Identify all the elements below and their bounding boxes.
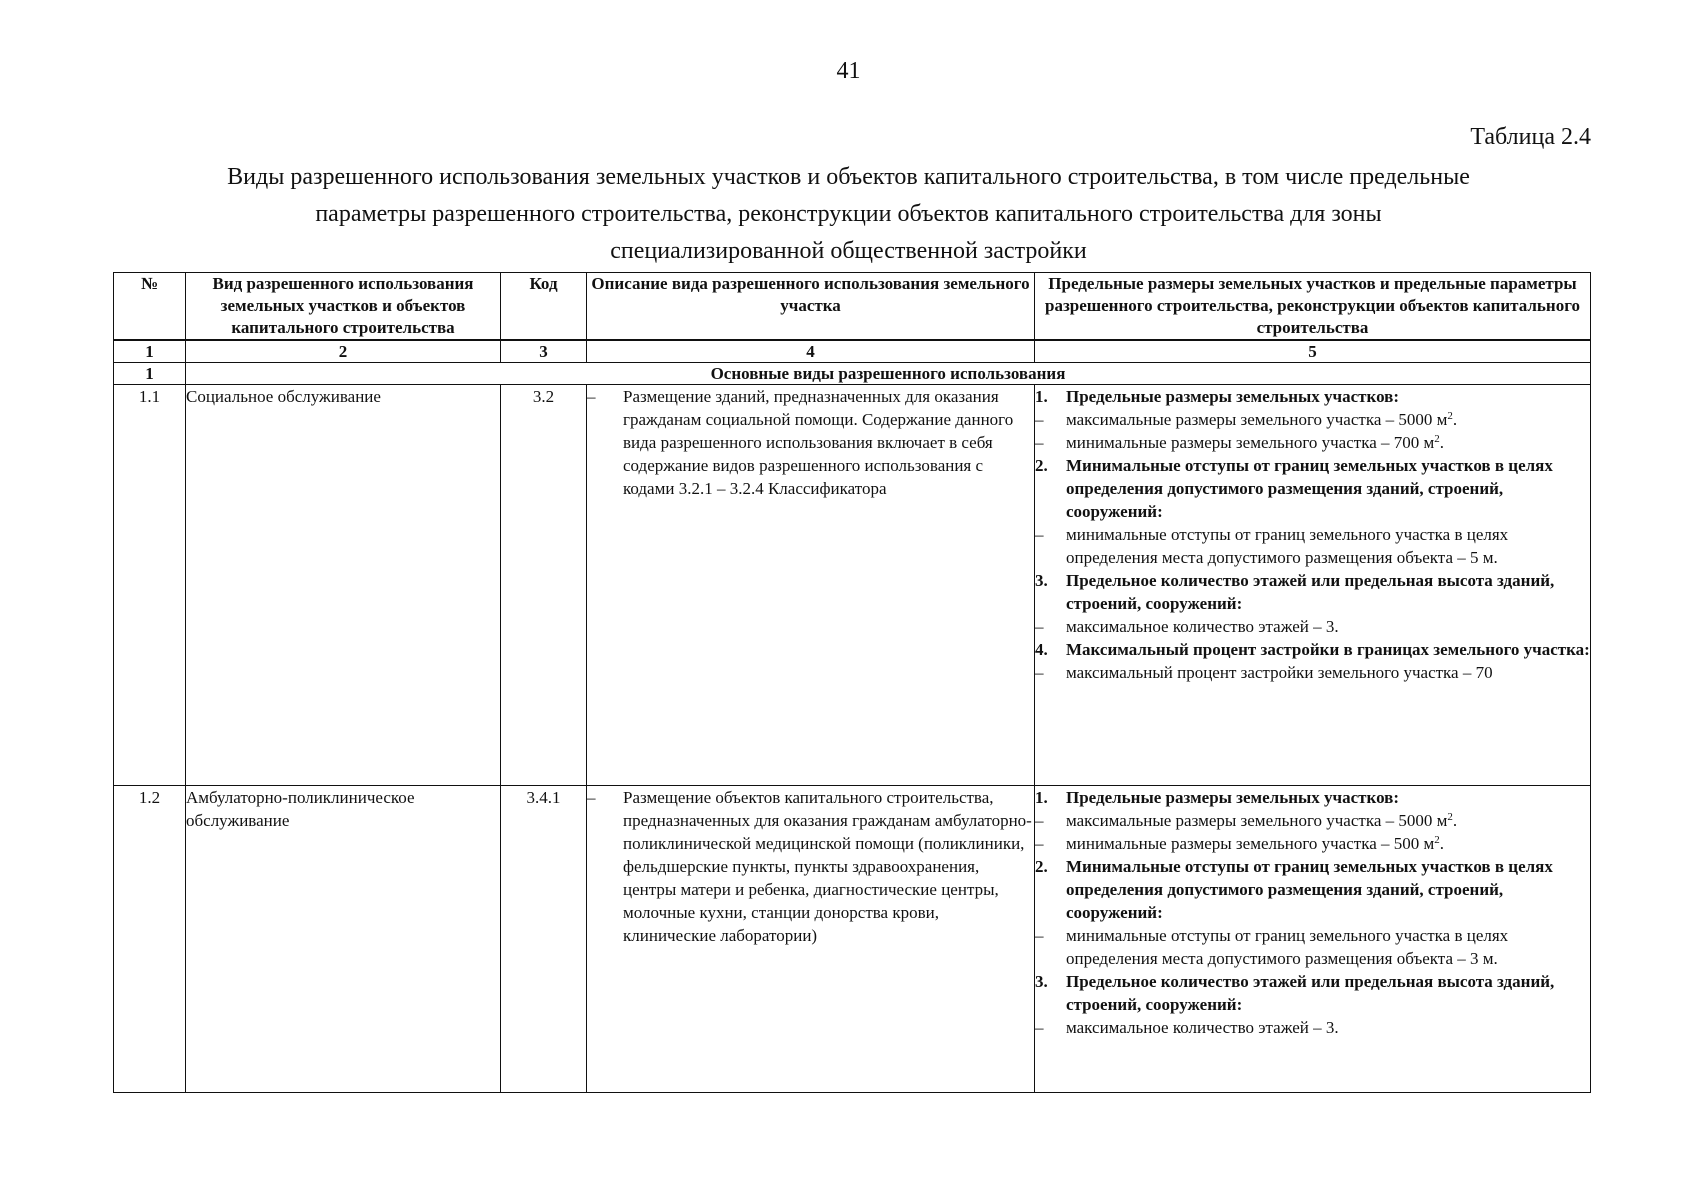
- dash-marker: –: [587, 387, 596, 406]
- param-item: [1035, 924, 1590, 970]
- param-mark: –: [1035, 525, 1044, 544]
- param-text: максимальные размеры земельного участка – 5000 м: [1066, 811, 1448, 830]
- use-type-code: 3.4.1: [501, 786, 587, 1093]
- table-row: [114, 786, 1591, 1093]
- column-number: 4: [587, 340, 1035, 363]
- param-tail: .: [1439, 433, 1445, 452]
- column-number-row: [114, 340, 1591, 363]
- param-mark: 4.: [1035, 640, 1048, 659]
- page-number: 41: [836, 58, 861, 84]
- title-line: специализированной общественной застройки: [610, 238, 1087, 264]
- param-mark: –: [1035, 617, 1044, 636]
- param-mark: –: [1035, 410, 1044, 429]
- use-type-description: [587, 385, 1035, 786]
- column-number: 1: [114, 340, 186, 363]
- param-text: минимальные отступы от границ земельного участка в целях определения места допустимого размещения объекта – 3 м.: [1066, 926, 1509, 968]
- permitted-use-table: [113, 272, 1591, 1093]
- param-item: [1035, 431, 1590, 454]
- param-heading: [1035, 786, 1590, 809]
- param-item: [1035, 615, 1590, 638]
- use-type-name: Амбулаторно-поликлиническое обслуживание: [186, 786, 501, 1093]
- param-superscript: 2: [1434, 834, 1440, 846]
- param-mark: 3.: [1035, 972, 1048, 991]
- param-item: [1035, 832, 1590, 855]
- param-mark: –: [1035, 433, 1044, 452]
- row-number: 1.2: [114, 786, 186, 1093]
- header-use-type: Вид разрешенного использования земельных участков и объектов капитального строительства: [186, 273, 501, 341]
- param-item: [1035, 1016, 1590, 1039]
- param-item: [1035, 408, 1590, 431]
- param-text: Предельные размеры земельных участков:: [1066, 788, 1400, 807]
- section-label: Основные виды разрешенного использования: [186, 363, 1591, 385]
- param-item: [1035, 661, 1590, 684]
- title-line: параметры разрешенного строительства, реконструкции объектов капитального строительства для зоны: [315, 201, 1382, 227]
- description-text: Размещение зданий, предназначенных для оказания гражданам социальной помощи. Содержание данного вида разрешенного использования включает в себя содержание видов разрешенного использования с кодами 3.2.1 – 3.2.4 Классификатора: [623, 387, 1014, 498]
- param-tail: .: [1452, 811, 1458, 830]
- title-line: Виды разрешенного использования земельных участков и объектов капитального строительства, в том числе предельные: [227, 164, 1470, 190]
- param-text: Максимальный процент застройки в границах земельного участка:: [1066, 640, 1590, 659]
- param-heading: [1035, 569, 1590, 615]
- header-code: Код: [501, 273, 587, 341]
- param-mark: –: [1035, 1018, 1044, 1037]
- header-description: Описание вида разрешенного использования земельного участка: [587, 273, 1035, 341]
- table-label: Таблица 2.4: [1470, 124, 1591, 150]
- param-text: минимальные размеры земельного участка – 700 м: [1066, 433, 1435, 452]
- param-text: максимальное количество этажей – 3.: [1066, 1018, 1339, 1037]
- param-text: максимальные размеры земельного участка – 5000 м: [1066, 410, 1448, 429]
- param-text: Минимальные отступы от границ земельных участков в целях определения допустимого размещения зданий, строений, сооружений:: [1066, 857, 1553, 922]
- param-heading: [1035, 638, 1590, 661]
- param-mark: 1.: [1035, 788, 1048, 807]
- column-number: 5: [1035, 340, 1591, 363]
- param-text: Предельное количество этажей или предельная высота зданий, строений, сооружений:: [1066, 972, 1555, 1014]
- param-text: Предельные размеры земельных участков:: [1066, 387, 1400, 406]
- param-item: [1035, 809, 1590, 832]
- param-superscript: 2: [1447, 811, 1453, 823]
- use-type-name: Социальное обслуживание: [186, 385, 501, 786]
- param-text: минимальные отступы от границ земельного участка в целях определения места допустимого размещения объекта – 5 м.: [1066, 525, 1509, 567]
- header-row: [114, 273, 1591, 341]
- param-mark: –: [1035, 811, 1044, 830]
- param-text: максимальный процент застройки земельного участка – 70: [1066, 663, 1493, 682]
- param-mark: 2.: [1035, 456, 1048, 475]
- parameters-cell: [1035, 786, 1591, 1093]
- column-number: 2: [186, 340, 501, 363]
- param-superscript: 2: [1447, 410, 1453, 422]
- param-mark: –: [1035, 834, 1044, 853]
- param-mark: 1.: [1035, 387, 1048, 406]
- header-parameters: Предельные размеры земельных участков и предельные параметры разрешенного строительства, реконструкции объектов капитального строительства: [1035, 273, 1591, 341]
- param-heading: [1035, 970, 1590, 1016]
- use-type-code: 3.2: [501, 385, 587, 786]
- section-row: [114, 363, 1591, 385]
- use-type-description: [587, 786, 1035, 1093]
- param-mark: 3.: [1035, 571, 1048, 590]
- param-item: [1035, 523, 1590, 569]
- parameters-cell: [1035, 385, 1591, 786]
- table-row: [114, 385, 1591, 786]
- description-text: Размещение объектов капитального строительства, предназначенных для оказания гражданам амбулаторно-поликлинической медицинской помощи (поликлиники, фельдшерские пункты, пункты здравоохранения, центры матери и ребенка, диагностические центры, молочные кухни, станции донорства крови, клинические лаборатории): [623, 788, 1032, 945]
- param-mark: –: [1035, 663, 1044, 682]
- table-title: [106, 159, 1591, 270]
- param-tail: .: [1439, 834, 1445, 853]
- param-text: минимальные размеры земельного участка – 500 м: [1066, 834, 1435, 853]
- param-text: максимальное количество этажей – 3.: [1066, 617, 1339, 636]
- param-mark: 2.: [1035, 857, 1048, 876]
- param-heading: [1035, 855, 1590, 924]
- param-heading: [1035, 385, 1590, 408]
- header-num: №: [114, 273, 186, 341]
- param-tail: .: [1452, 410, 1458, 429]
- param-superscript: 2: [1434, 433, 1440, 445]
- param-heading: [1035, 454, 1590, 523]
- dash-marker: –: [587, 788, 596, 807]
- param-text: Предельное количество этажей или предельная высота зданий, строений, сооружений:: [1066, 571, 1555, 613]
- param-text: Минимальные отступы от границ земельных участков в целях определения допустимого размещения зданий, строений, сооружений:: [1066, 456, 1553, 521]
- param-mark: –: [1035, 926, 1044, 945]
- row-number: 1.1: [114, 385, 186, 786]
- section-number: 1: [114, 363, 186, 385]
- column-number: 3: [501, 340, 587, 363]
